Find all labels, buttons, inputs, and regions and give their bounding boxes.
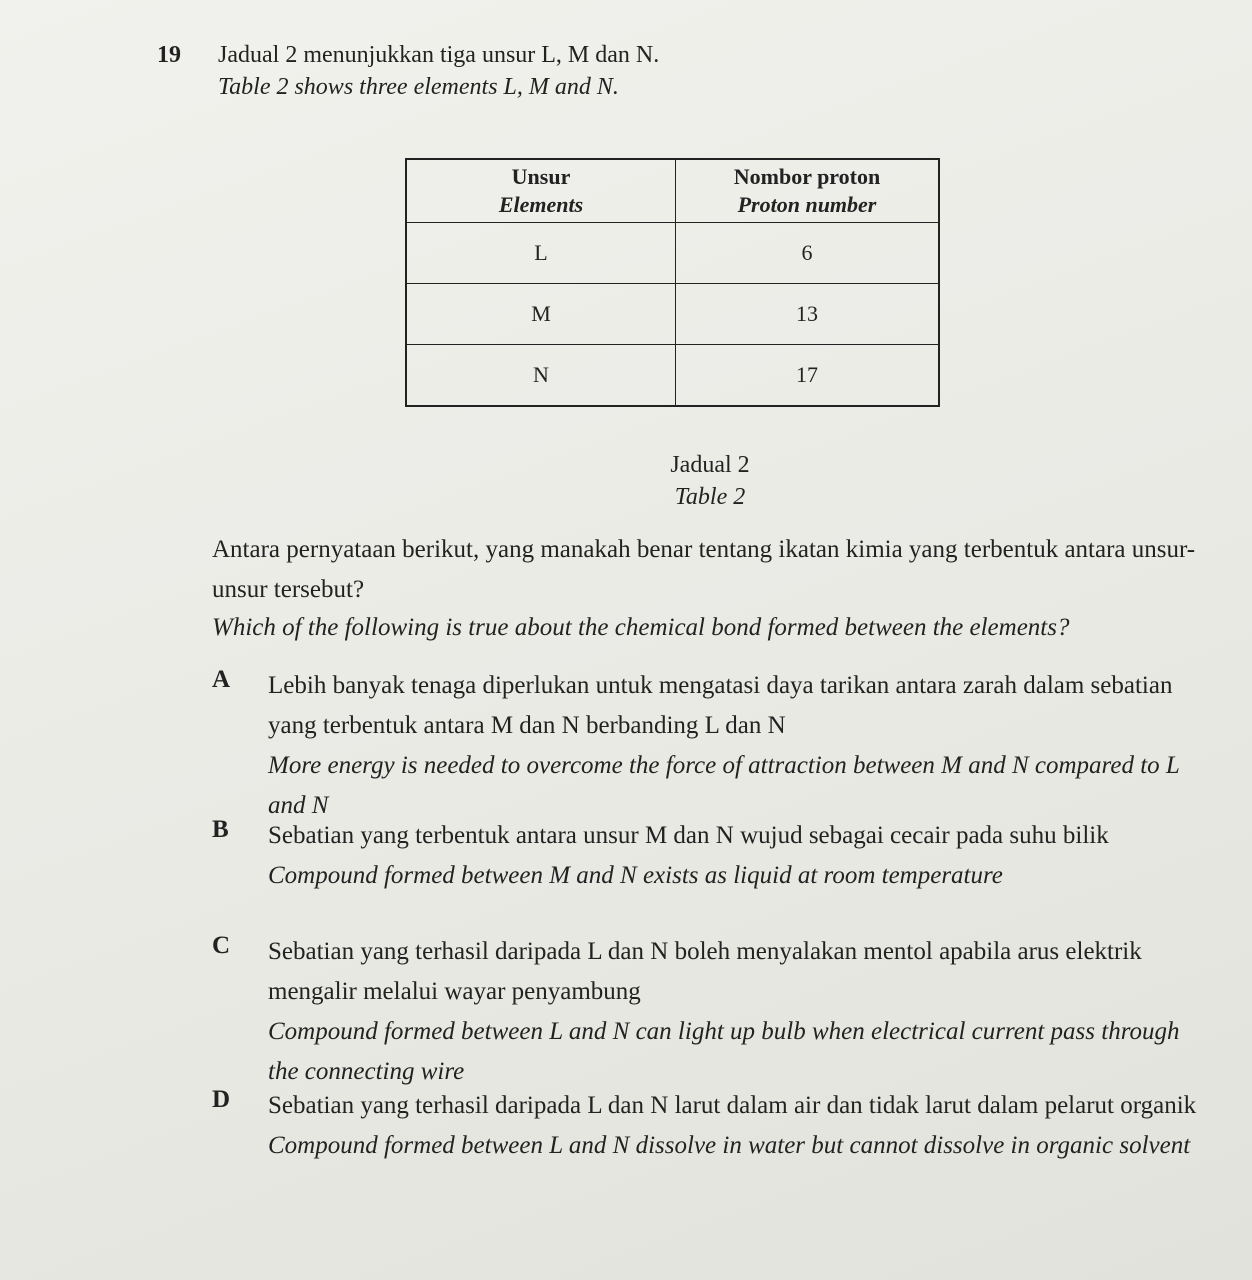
option-letter: B [212,816,229,843]
elements-table [405,158,940,407]
table-caption-english: Table 2 [674,484,746,510]
proton-cell: 13 [676,284,940,345]
question-intro-english: Table 2 shows three elements L, M and N. [218,74,619,100]
option-text-english: More energy is needed to overcome the force of attraction between M and N compared to L and N [268,752,1180,819]
option-text-malay: Sebatian yang terbentuk antara unsur M dan N wujud sebagai cecair pada suhu bilik [268,822,1109,849]
option-letter: C [212,932,231,959]
element-cell: N [406,345,676,407]
table-header-row [406,159,939,223]
element-cell: L [406,223,676,284]
element-cell: M [406,284,676,345]
header-elements [406,159,676,223]
header-elements-english: Elements [498,192,584,217]
question-intro-malay: Jadual 2 menunjukkan tiga unsur L, M dan N. [218,42,660,68]
table-row [406,284,939,345]
header-proton-number [676,159,940,223]
option-letter: D [212,1086,231,1113]
question-number: 19 [157,42,181,68]
option-text-malay: Sebatian yang terhasil daripada L dan N larut dalam air dan tidak larut dalam pelarut organik [268,1092,1197,1119]
option-body [268,1086,1208,1166]
proton-cell: 6 [676,223,940,284]
option-text-english: Compound formed between L and N dissolve in water but cannot dissolve in organic solvent [268,1132,1191,1159]
header-proton-malay: Nombor proton [733,164,881,189]
question-stem-english: Which of the following is true about the chemical bond formed between the elements? [212,614,1070,641]
option-body [268,816,1208,896]
option-text-malay: Sebatian yang terhasil daripada L dan N boleh menyalakan mentol apabila arus elektrik mengalir melalui wayar penyambung [268,938,1142,1005]
option-text-english: Compound formed between L and N can light up bulb when electrical current pass through the connecting wire [268,1018,1180,1085]
proton-cell: 17 [676,345,940,407]
table-row [406,345,939,407]
option-text-malay: Lebih banyak tenaga diperlukan untuk mengatasi daya tarikan antara zarah dalam sebatian yang terbentuk antara M dan N berbanding L dan N [268,672,1173,739]
question-stem-malay: Antara pernyataan berikut, yang manakah benar tentang ikatan kimia yang terbentuk antara unsur-unsur tersebut? [212,536,1196,603]
header-proton-english: Proton number [737,192,877,217]
option-text-english: Compound formed between M and N exists as liquid at room temperature [268,862,1003,889]
option-body [268,666,1208,826]
option-letter: A [212,666,231,693]
table-caption-malay: Jadual 2 [670,452,750,478]
table-row [406,223,939,284]
header-elements-malay: Unsur [511,164,571,189]
option-body [268,932,1208,1092]
